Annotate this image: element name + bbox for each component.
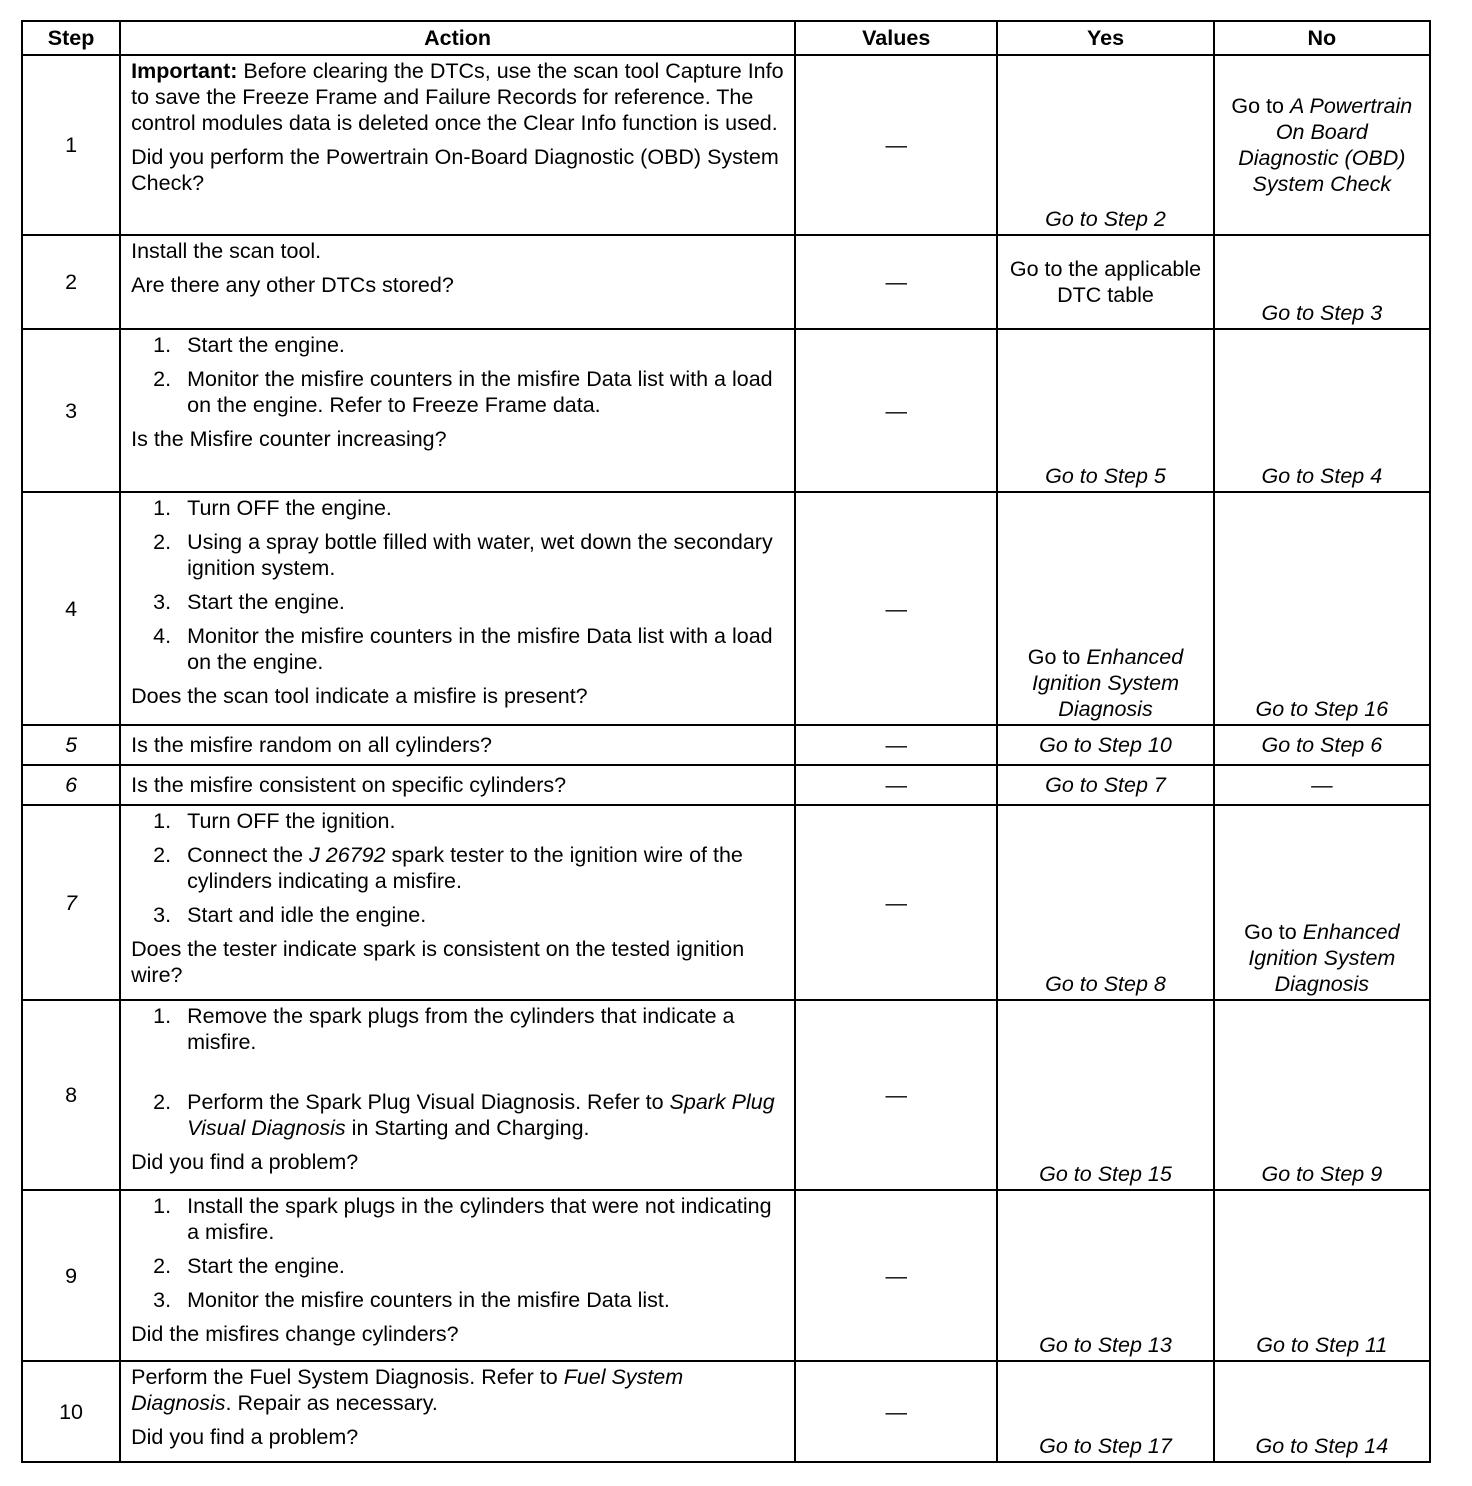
header-action: Action	[120, 21, 795, 55]
sub-step-text: Turn OFF the engine.	[187, 496, 392, 520]
action-cell	[120, 725, 795, 765]
sub-step-text: Install the spark plugs in the cylinders that were not indicating a misfire.	[187, 1194, 772, 1244]
sub-step-text: Using a spray bottle filled with water, wet down the secondary ignition system.	[187, 530, 773, 580]
values-cell: —	[795, 1361, 997, 1462]
important-note	[131, 58, 784, 136]
sub-step-text: Start and idle the engine.	[187, 903, 427, 927]
table-row	[22, 805, 1430, 1000]
header-yes: Yes	[997, 21, 1213, 55]
values-cell: —	[795, 805, 997, 1000]
sub-step-list	[131, 332, 784, 418]
header-step: Step	[22, 21, 120, 55]
sub-step-number: 3.	[153, 1288, 172, 1312]
manual-reference[interactable]: Spark Plug Visual Diagnosis	[187, 1090, 775, 1140]
sub-step	[131, 902, 784, 928]
sub-step-number: 2.	[153, 367, 172, 391]
sub-step-text: Connect the	[187, 843, 310, 867]
step-number: 5	[22, 725, 120, 765]
step-question: Is the misfire random on all cylinders?	[131, 733, 492, 757]
yes-link[interactable]: Go to Step 8	[1045, 972, 1166, 996]
sub-step	[131, 1193, 784, 1245]
no-link[interactable]: Go to Step 9	[1261, 1162, 1383, 1186]
sub-step	[131, 495, 784, 521]
action-cell	[120, 805, 795, 1000]
sub-step-text-cont: in Starting and Charging.	[345, 1116, 590, 1140]
sub-step	[131, 1287, 784, 1313]
yes-cell[interactable]	[997, 55, 1213, 235]
yes-prefix: Go to	[1027, 645, 1087, 669]
step-question: Are there any other DTCs stored?	[131, 273, 454, 297]
no-link[interactable]: Go to Step 11	[1256, 1333, 1388, 1357]
step-instruction: Install the scan tool.	[131, 239, 322, 263]
table-row	[22, 1190, 1430, 1361]
step-question: Did the misfires change cylinders?	[131, 1322, 459, 1346]
sub-step-number: 1.	[153, 496, 172, 520]
sub-step-list	[131, 495, 784, 675]
step-number: 6	[22, 765, 120, 805]
yes-link[interactable]: Go to Step 17	[1039, 1434, 1172, 1458]
action-cell	[120, 329, 795, 492]
sub-step-number: 4.	[153, 624, 172, 648]
action-cell	[120, 492, 795, 725]
no-cell	[1214, 765, 1430, 805]
sub-step	[131, 366, 784, 418]
header-row	[22, 21, 1430, 55]
sub-step-list	[131, 1193, 784, 1313]
sub-step-number: 3.	[153, 903, 172, 927]
sub-step-text: Monitor the misfire counters in the misfire Data list with a load on the engine.	[187, 624, 773, 674]
values-cell: —	[795, 329, 997, 492]
important-text: Before clearing the DTCs, use the scan tool Capture Info to save the Freeze Frame and Failure Records for reference. The control modules data is deleted once the Clear Info function is used.	[131, 59, 784, 135]
step-question: Is the Misfire counter increasing?	[131, 427, 447, 451]
sub-step	[131, 623, 784, 675]
yes-cell[interactable]	[997, 725, 1213, 765]
step-question: Does the tester indicate spark is consistent on the tested ignition wire?	[131, 937, 745, 987]
step-question: Did you perform the Powertrain On-Board Diagnostic (OBD) System Check?	[131, 145, 779, 195]
instruction-text-cont: . Repair as necessary.	[225, 1391, 438, 1415]
yes-link[interactable]: Go to Step 2	[1045, 207, 1166, 231]
step-number: 9	[22, 1190, 120, 1361]
step-question: Is the misfire consistent on specific cylinders?	[131, 773, 567, 797]
step-question: Did you find a problem?	[131, 1150, 359, 1174]
tool-reference: J 26792	[309, 843, 386, 867]
yes-link[interactable]: Go to Step 7	[1045, 773, 1166, 797]
sub-step-text: Start the engine.	[187, 1254, 345, 1278]
action-cell	[120, 765, 795, 805]
values-cell: —	[795, 492, 997, 725]
no-link[interactable]: Enhanced Ignition System Diagnosis	[1248, 920, 1400, 996]
sub-step-text: Monitor the misfire counters in the misfire Data list with a load on the engine. Refer to Freeze Frame data.	[187, 367, 773, 417]
no-link[interactable]: Go to Step 16	[1255, 697, 1389, 721]
no-link[interactable]: Go to Step 4	[1261, 464, 1383, 488]
table-row	[22, 765, 1430, 805]
sub-step	[131, 808, 784, 834]
sub-step-list	[131, 808, 784, 928]
sub-step	[131, 842, 784, 894]
values-cell: —	[795, 55, 997, 235]
table-row	[22, 1361, 1430, 1462]
action-cell	[120, 235, 795, 329]
yes-link[interactable]: Go to Step 15	[1039, 1162, 1172, 1186]
step-number: 8	[22, 1000, 120, 1190]
sub-step-text: Start the engine.	[187, 590, 345, 614]
values-cell: —	[795, 235, 997, 329]
no-cell[interactable]	[1214, 725, 1430, 765]
sub-step-number: 3.	[153, 590, 172, 614]
step-instruction	[131, 1364, 784, 1416]
yes-link[interactable]: Go to Step 5	[1045, 464, 1166, 488]
table-row	[22, 55, 1430, 235]
no-cell[interactable]	[1214, 55, 1430, 235]
sub-step-number: 1.	[153, 1004, 172, 1028]
step-number: 7	[22, 805, 120, 1000]
values-cell: —	[795, 1190, 997, 1361]
action-cell	[120, 55, 795, 235]
table-row	[22, 235, 1430, 329]
diagnostic-table	[21, 20, 1431, 1463]
sub-step-number: 1.	[153, 809, 172, 833]
yes-link[interactable]: Go to Step 13	[1039, 1333, 1172, 1357]
no-cell[interactable]	[1214, 235, 1430, 329]
sub-step-number: 2.	[153, 843, 172, 867]
no-cell[interactable]	[1214, 1190, 1430, 1361]
sub-step	[131, 529, 784, 581]
no-cell[interactable]	[1214, 492, 1430, 725]
yes-cell[interactable]	[997, 235, 1213, 329]
no-link[interactable]: Go to Step 6	[1261, 733, 1383, 757]
action-cell	[120, 1361, 795, 1462]
step-question: Did you find a problem?	[131, 1425, 359, 1449]
sub-step	[131, 589, 784, 615]
yes-cell[interactable]	[997, 1361, 1213, 1462]
sub-step-number: 1.	[153, 1194, 172, 1218]
table-row	[22, 725, 1430, 765]
sub-step	[131, 1003, 784, 1055]
instruction-text: Perform the Fuel System Diagnosis. Refer to	[131, 1365, 564, 1389]
action-cell	[120, 1190, 795, 1361]
sub-step-text: Perform the Spark Plug Visual Diagnosis. Refer to	[187, 1090, 670, 1114]
yes-cell[interactable]	[997, 1190, 1213, 1361]
action-cell	[120, 1000, 795, 1190]
yes-cell[interactable]	[997, 492, 1213, 725]
values-cell: —	[795, 765, 997, 805]
table-header	[22, 21, 1430, 55]
no-link[interactable]: A Powertrain On Board Diagnostic (OBD) System Check	[1238, 94, 1413, 196]
table-row	[22, 1000, 1430, 1190]
step-question: Does the scan tool indicate a misfire is present?	[131, 684, 588, 708]
important-label: Important:	[131, 59, 238, 83]
sub-step	[131, 1089, 784, 1141]
no-prefix: Go to	[1244, 920, 1303, 944]
yes-cell[interactable]	[997, 765, 1213, 805]
sub-step-text-cont: spark tester to the ignition wire of the cylinders indicating a misfire.	[187, 843, 743, 893]
step-number: 10	[22, 1361, 120, 1462]
sub-step-number: 2.	[153, 530, 172, 554]
table-row	[22, 329, 1430, 492]
step-number: 4	[22, 492, 120, 725]
no-cell[interactable]	[1214, 805, 1430, 1000]
no-cell[interactable]	[1214, 329, 1430, 492]
no-cell[interactable]	[1214, 1000, 1430, 1190]
step-number: 1	[22, 55, 120, 235]
header-values: Values	[795, 21, 997, 55]
values-cell: —	[795, 1000, 997, 1190]
values-cell: —	[795, 725, 997, 765]
sub-step	[131, 332, 784, 358]
sub-step-text: Monitor the misfire counters in the misfire Data list.	[187, 1288, 670, 1312]
no-link[interactable]: Go to Step 14	[1255, 1434, 1389, 1458]
sub-step-text: Turn OFF the ignition.	[187, 809, 396, 833]
sub-step-number: 2.	[153, 1090, 172, 1114]
manual-reference[interactable]: Fuel System Diagnosis	[131, 1365, 684, 1415]
sub-step-number: 2.	[153, 1254, 172, 1278]
step-number: 2	[22, 235, 120, 329]
yes-link[interactable]: Go to Step 10	[1039, 733, 1172, 757]
yes-cell[interactable]	[997, 1000, 1213, 1190]
yes-cell[interactable]	[997, 329, 1213, 492]
sub-step-number: 1.	[153, 333, 172, 357]
sub-step-text: Start the engine.	[187, 333, 345, 357]
sub-step-text: Remove the spark plugs from the cylinders that indicate a misfire.	[187, 1004, 735, 1054]
no-dash: —	[1311, 773, 1333, 797]
yes-link[interactable]: Enhanced Ignition System Diagnosis	[1032, 645, 1184, 721]
sub-step	[131, 1253, 784, 1279]
header-no: No	[1214, 21, 1430, 55]
no-prefix: Go to	[1231, 94, 1290, 118]
no-cell[interactable]	[1214, 1361, 1430, 1462]
yes-link[interactable]: Go to the applicable DTC table	[1009, 257, 1202, 307]
step-number: 3	[22, 329, 120, 492]
table-row	[22, 492, 1430, 725]
sub-step-list	[131, 1003, 784, 1141]
yes-cell[interactable]	[997, 805, 1213, 1000]
no-link[interactable]: Go to Step 3	[1261, 301, 1383, 325]
